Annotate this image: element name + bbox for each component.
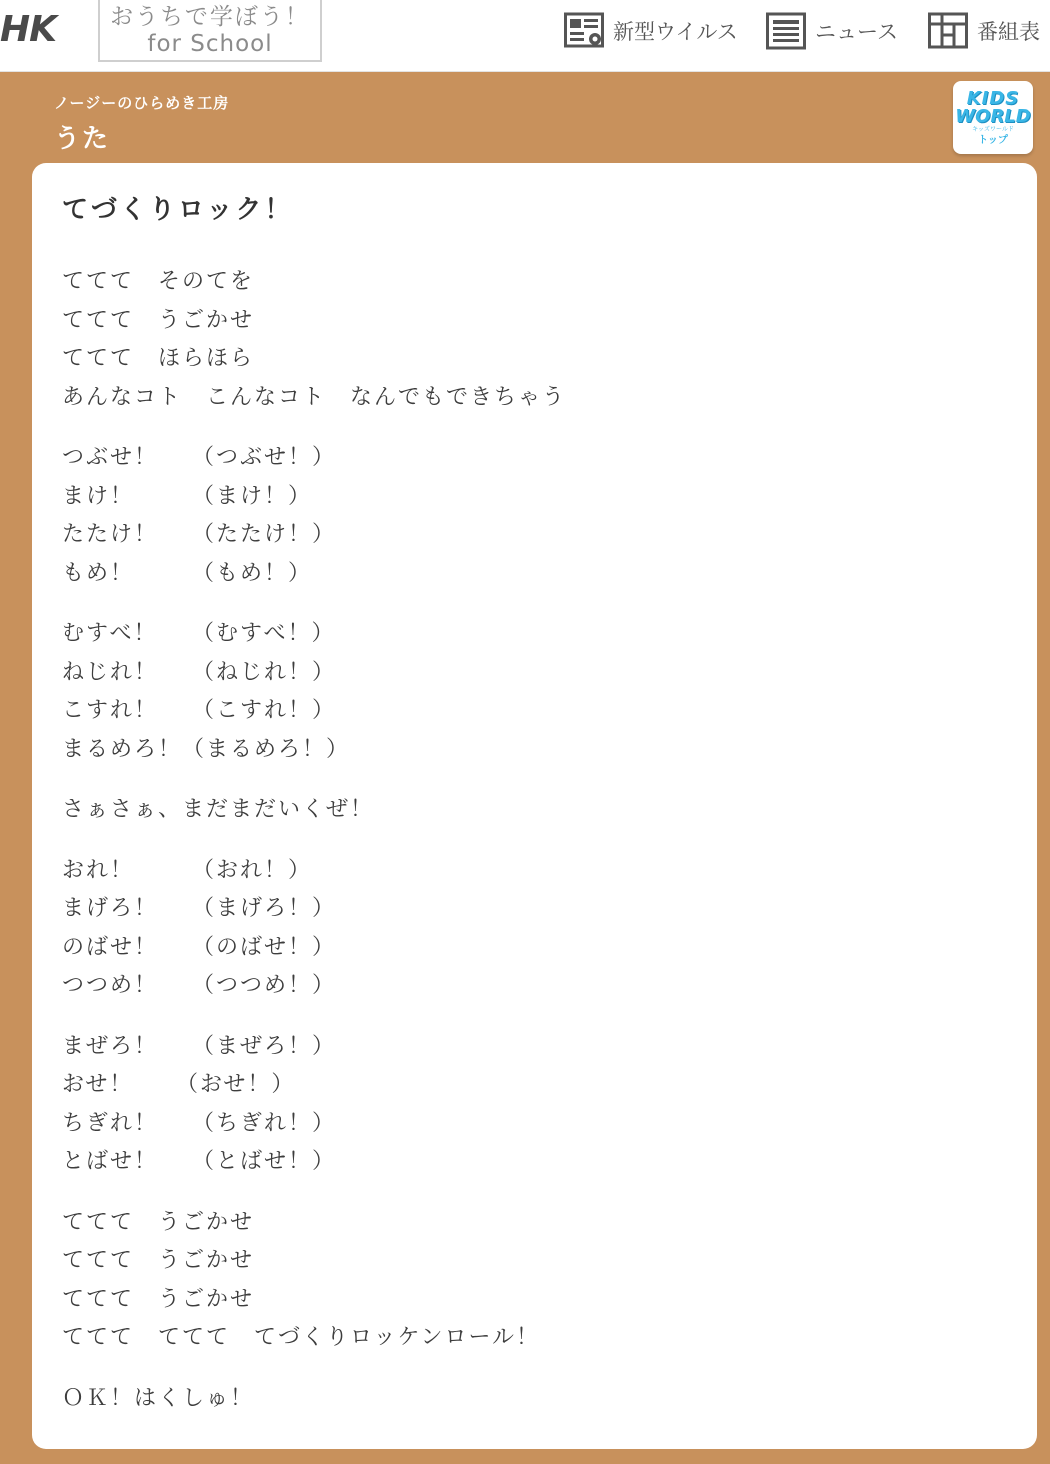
lyric-response: （つぶせ！） <box>192 445 337 470</box>
series-subtitle[interactable]: ノージーのひらめき工房 <box>54 94 230 112</box>
nav-item-tv-guide-label: 番組表 <box>977 20 1040 44</box>
lyric-call: のばせ！ <box>62 934 159 960</box>
lyric-call: とばせ！ <box>62 1149 159 1174</box>
lyric-line <box>62 302 962 341</box>
lyric-call: ててて うごかせ <box>62 1286 255 1312</box>
lyric-line <box>62 1028 962 1067</box>
song-title: てづくりロック！ <box>62 195 294 225</box>
lyric-call: ててて うごかせ <box>62 307 255 333</box>
lyrics-stanza <box>62 263 962 417</box>
lyrics-stanza <box>62 791 962 830</box>
lyric-call: さぁさぁ、まだまだいくぜ！ <box>62 797 375 822</box>
lyric-response: （おせ！） <box>176 1072 296 1097</box>
lyric-line <box>62 263 962 302</box>
lyric-line <box>62 615 962 654</box>
lyric-response: （もめ！） <box>192 560 313 586</box>
kids-world-logo-line1: KIDS <box>966 88 1020 109</box>
kids-world-logo-line2: WORLD <box>955 106 1031 127</box>
lyric-call: まるめろ！（まるめろ！） <box>62 736 351 762</box>
lyric-response: （たたけ！） <box>192 522 337 547</box>
lyrics-body <box>62 263 962 1440</box>
lyric-line <box>62 1281 962 1320</box>
lyric-line <box>62 439 962 478</box>
lyrics-stanza <box>62 1380 962 1419</box>
lyric-call: ててて ほらほら <box>62 346 255 371</box>
lyric-response: （まぜろ！） <box>192 1033 337 1059</box>
site-header <box>0 0 1050 72</box>
lyric-call: まぜろ！ <box>62 1033 159 1059</box>
lyric-call: ねじれ！ <box>62 659 159 685</box>
nav-item-covid-label: 新型ウイルス <box>613 20 738 44</box>
for-school-badge-line1: おうちで学ぼう！ <box>110 4 310 30</box>
lyric-line <box>62 731 962 770</box>
lyric-line <box>62 1380 962 1419</box>
lyric-call: つつめ！ <box>62 973 159 998</box>
lyric-response: （おれ！） <box>192 857 313 883</box>
lyric-call: ててて うごかせ <box>62 1248 255 1273</box>
lyric-call: ててて そのてを <box>62 269 255 294</box>
lyrics-card <box>32 163 1037 1449</box>
lyric-call: ててて ててて てづくりロッケンロール！ <box>62 1325 541 1350</box>
lyric-call: まげろ！ <box>62 896 159 921</box>
lyric-line <box>62 379 962 418</box>
lyric-response: （むすべ！） <box>192 621 336 646</box>
lyric-call: おせ！ <box>62 1072 134 1097</box>
nav-item-news-label: ニュース <box>815 20 898 44</box>
lyric-response: （ちぎれ！） <box>192 1110 337 1136</box>
lyric-line <box>62 516 962 555</box>
lyric-line <box>62 852 962 891</box>
lyric-line <box>62 340 962 379</box>
lyrics-stanza <box>62 852 962 1006</box>
lyric-line <box>62 967 962 1006</box>
lyric-call: あんなコト こんなコト なんでもできちゃう <box>62 384 567 410</box>
nav-item-tv-guide[interactable] <box>928 12 1040 50</box>
lyrics-stanza <box>62 1028 962 1182</box>
virus-info-icon <box>564 12 606 50</box>
lyric-call: つぶせ！ <box>62 445 159 470</box>
lyric-call: ててて うごかせ <box>62 1209 255 1235</box>
lyrics-stanza <box>62 615 962 769</box>
lyric-call: もめ！ <box>62 560 135 586</box>
lyric-line <box>62 1204 962 1243</box>
for-school-badge-line2: for School <box>147 31 273 57</box>
nav-item-news[interactable] <box>766 12 898 50</box>
lyric-response: （まげろ！） <box>192 896 337 921</box>
kids-world-top-button[interactable] <box>953 81 1033 154</box>
lyric-call: ちぎれ！ <box>62 1110 159 1136</box>
lyric-line <box>62 1319 962 1358</box>
lyric-response: （つつめ！） <box>192 973 337 998</box>
lyric-response: （まけ！） <box>192 483 313 509</box>
lyric-call: たたけ！ <box>62 522 159 547</box>
lyric-response: （こすれ！） <box>192 698 337 723</box>
nav-item-covid[interactable] <box>564 12 738 50</box>
lyric-line <box>62 555 962 594</box>
lyric-response: （ねじれ！） <box>192 659 337 685</box>
lyric-line <box>62 692 962 731</box>
for-school-badge[interactable] <box>98 0 322 62</box>
lyric-call: まけ！ <box>62 483 135 509</box>
lyric-call: おれ！ <box>62 857 135 883</box>
tv-guide-icon <box>928 12 970 50</box>
lyric-line <box>62 1105 962 1144</box>
lyrics-stanza <box>62 1204 962 1358</box>
kids-world-top-label: トップ <box>978 135 1008 146</box>
lyric-line <box>62 890 962 929</box>
lyric-line <box>62 478 962 517</box>
lyric-response: （のばせ！） <box>192 934 337 960</box>
lyric-response: （とばせ！） <box>192 1149 337 1174</box>
lyric-call: むすべ！ <box>62 621 158 646</box>
lyrics-stanza <box>62 439 962 593</box>
lyric-line <box>62 1143 962 1182</box>
lyric-call: ＯＫ！はくしゅ！ <box>62 1385 255 1411</box>
lyric-call: こすれ！ <box>62 698 159 723</box>
lyric-line <box>62 1066 962 1105</box>
lyric-line <box>62 1242 962 1281</box>
nhk-logo[interactable]: HK <box>0 9 57 50</box>
section-title: うた <box>54 124 111 154</box>
kids-world-logo-kana: キッズワールド <box>972 126 1014 133</box>
lyric-line <box>62 791 962 830</box>
news-icon <box>766 12 808 50</box>
lyric-line <box>62 929 962 968</box>
lyric-line <box>62 654 962 693</box>
